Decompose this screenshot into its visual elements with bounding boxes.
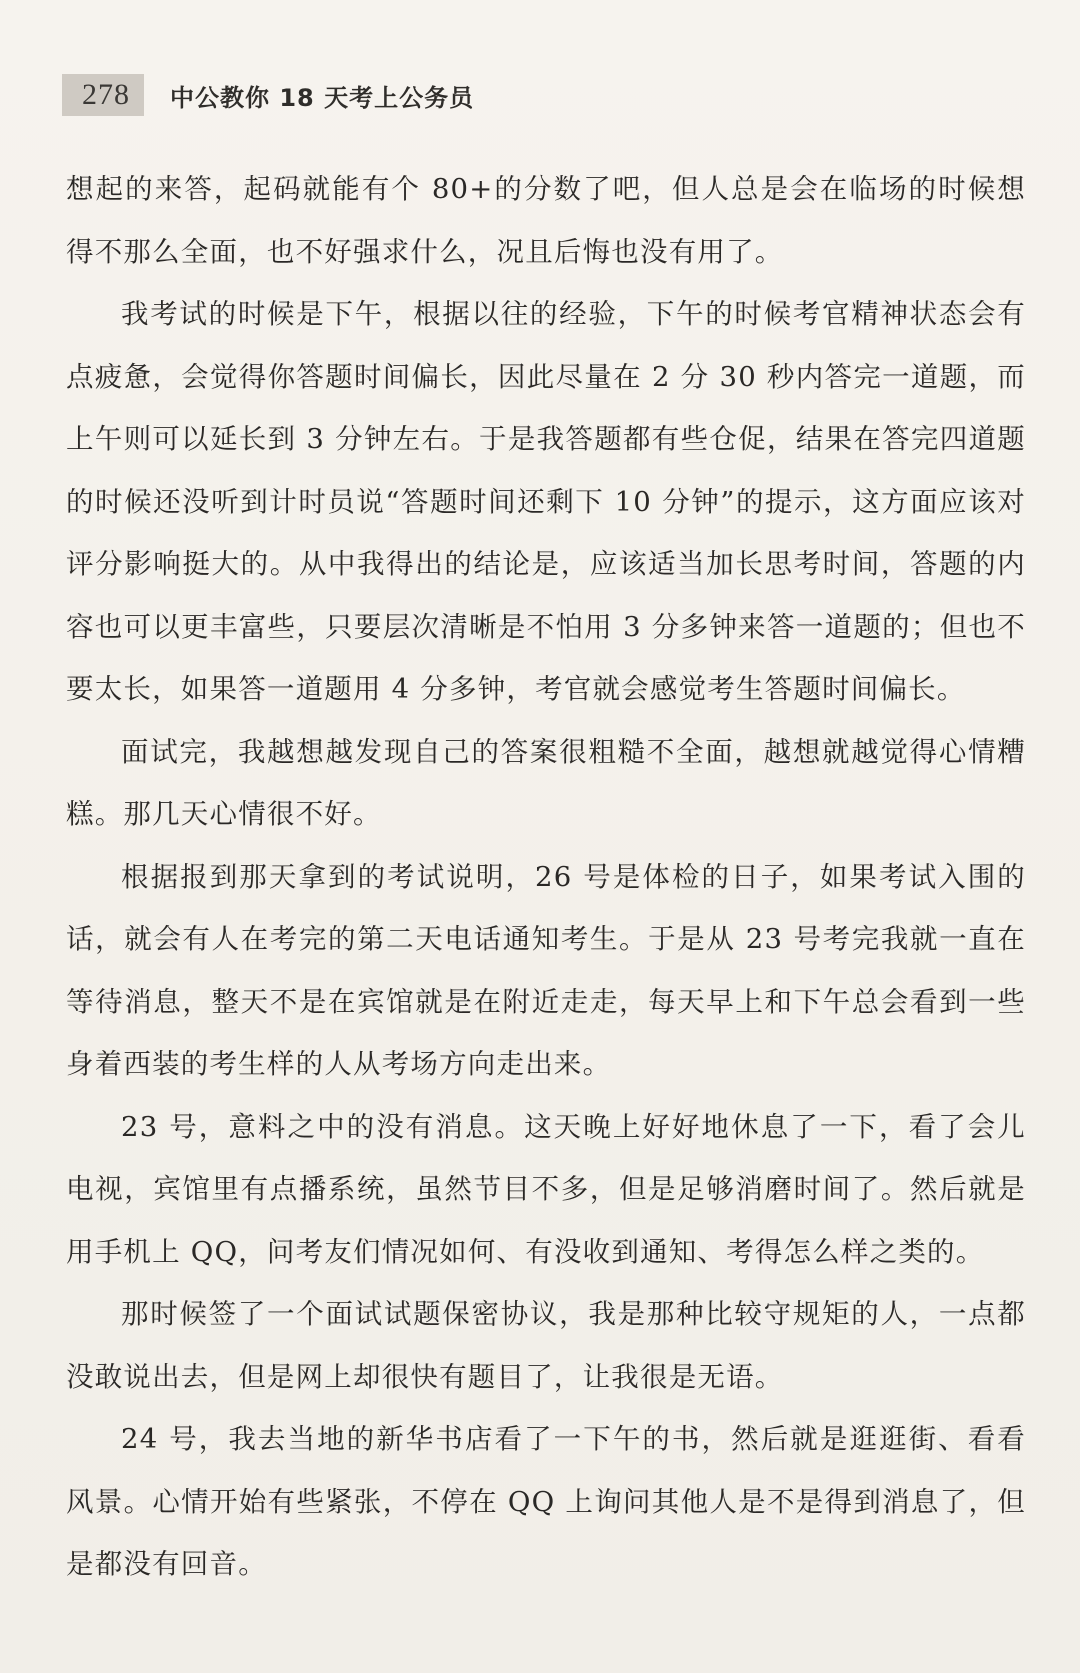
page-number: 278 bbox=[62, 74, 144, 116]
paragraph: 24 号，我去当地的新华书店看了一下午的书，然后就是逛逛街、看看风景。心情开始有些紧张，不停在 QQ 上询问其他人是不是得到消息了，但是都没有回音。 bbox=[66, 1423, 1026, 1580]
paragraph: 23 号，意料之中的没有消息。这天晚上好好地休息了一下，看了会儿电视，宾馆里有点播系统，虽然节目不多，但是足够消磨时间了。然后就是用手机上 QQ，问考友们情况如何、有没收到通知、考得怎么样之类的。 bbox=[66, 1110, 1026, 1268]
paragraph: 根据报到那天拿到的考试说明，26 号是体检的日子，如果考试入围的话，就会有人在考完的第二天电话通知考生。于是从 23 号考完我就一直在等待消息，整天不是在宾馆就是在附近走走，每天早上和下午总会看到一些身着西装的考生样的人从考场方向走出来。 bbox=[66, 860, 1026, 1080]
paragraph: 面试完，我越想越发现自己的答案很粗糙不全面，越想就越觉得心情糟糕。那几天心情很不好。 bbox=[66, 735, 1026, 830]
paragraph: 我考试的时候是下午，根据以往的经验，下午的时候考官精神状态会有点疲惫，会觉得你答题时间偏长，因此尽量在 2 分 30 秒内答完一道题，而上午则可以延长到 3 分钟左右。于是我答题都有些仓促，结果在答完四道题的时候还没听到计时员说“答题时间还剩下 10 分钟”的提示，这方面应该对评分影响挺大的。从中我得出的结论是，应该适当加长思考时间，答题的内容也可以更丰富些，只要层次清晰是不怕用 3 分多钟来答一道题的；但也不要太长，如果答一道题用 4 分多钟，考官就会感觉考生答题时间偏长。 bbox=[66, 298, 1026, 705]
paragraph-continued: 想起的来答，起码就能有个 80+的分数了吧，但人总是会在临场的时候想得不那么全面，也不好强求什么，况且后悔也没有用了。 bbox=[66, 173, 1026, 268]
page-header bbox=[62, 70, 474, 120]
page-body bbox=[66, 158, 1026, 1596]
running-title: 中公教你 18 天考上公务员 bbox=[170, 83, 475, 112]
paragraph: 那时候签了一个面试试题保密协议，我是那种比较守规矩的人，一点都没敢说出去，但是网上却很快有题目了，让我很是无语。 bbox=[66, 1298, 1026, 1393]
